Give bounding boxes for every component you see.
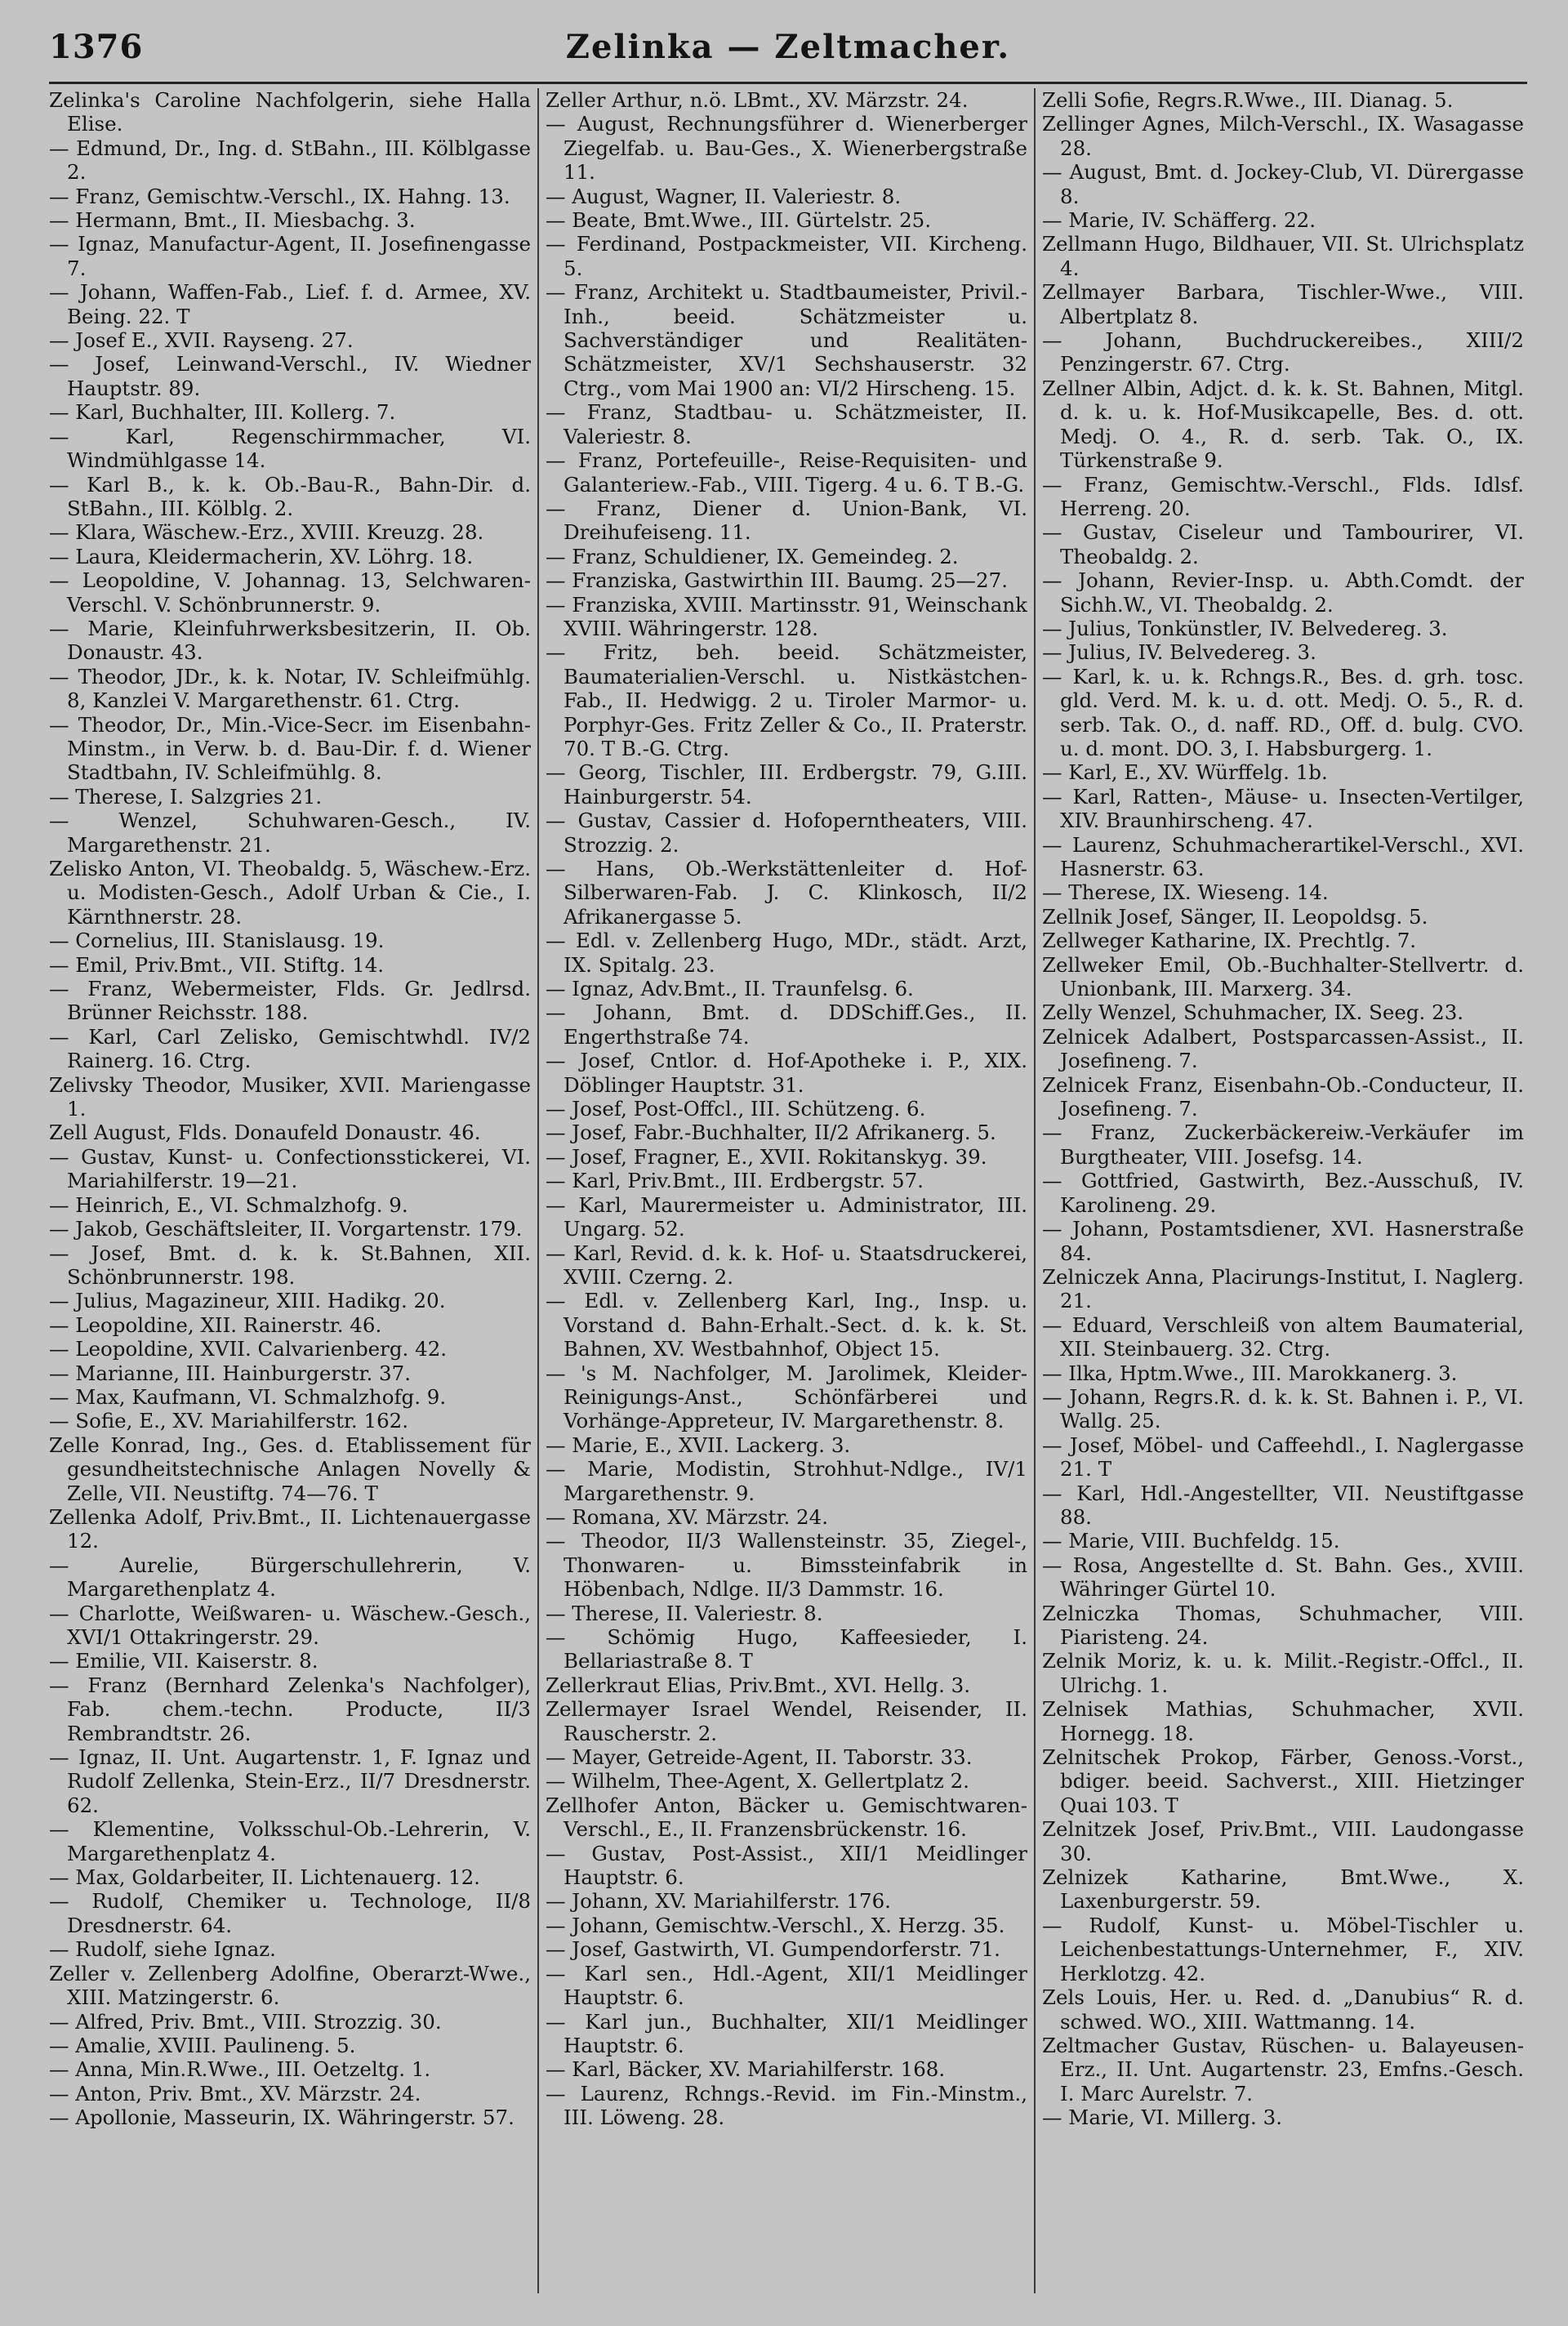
directory-entry: — Karl, Buchhalter, III. Kollerg. 7.	[49, 400, 396, 425]
directory-entry: — Josef, Post-Offcl., III. Schützeng. 6.	[546, 1097, 926, 1121]
directory-entry: Zellermayer Israel Wendel, Reisender, II. Rauscherstr. 2.	[546, 1697, 1027, 1745]
directory-entry: — Karl B., k. k. Ob.-Bau-R., Bahn-Dir. d. StBahn., III. Kölblg. 2.	[49, 472, 531, 520]
directory-entry: — Karl, Carl Zelisko, Gemischtwhdl. IV/2 Rainerg. 16. Ctrg.	[49, 1024, 531, 1073]
directory-entry: — Marianne, III. Hainburgerstr. 37.	[49, 1361, 412, 1385]
directory-entry: — Johann, Buchdruckereibes., XIII/2 Penzingerstr. 67. Ctrg.	[1042, 328, 1524, 377]
directory-entry: Zelisko Anton, VI. Theobaldg. 5, Wäschew.-Erz. u. Modisten-Gesch., Adolf Urban & Cie., I. Kärnthnerstr. 28.	[49, 857, 531, 929]
directory-entry: — Julius, IV. Belvedereg. 3.	[1042, 640, 1316, 665]
directory-entry: — Johann, Revier-Insp. u. Abth.Comdt. der Sichh.W., VI. Theobaldg. 2.	[1042, 568, 1524, 617]
directory-entry: Zelniczka Thomas, Schuhmacher, VIII. Piaristeng. 24.	[1042, 1601, 1524, 1649]
directory-entry: — Alfred, Priv. Bmt., VIII. Strozzig. 30.	[49, 2009, 442, 2034]
directory-entry: Zellweker Emil, Ob.-Buchhalter-Stellvertr. d. Unionbank, III. Marxerg. 34.	[1042, 952, 1524, 1001]
directory-entry: Zelli Sofie, Regrs.R.Wwe., III. Dianag. 5.	[1042, 88, 1454, 112]
directory-entry: Zellmann Hugo, Bildhauer, VII. St. Ulrichsplatz 4.	[1042, 232, 1524, 280]
directory-entry: — Gustav, Cassier d. Hofoperntheaters, VIII. Strozzig. 2.	[546, 809, 1027, 857]
directory-entry: — Therese, IX. Wieseng. 14.	[1042, 880, 1329, 905]
directory-entry: — Franz, Portefeuille-, Reise-Requisiten- und Galanteriew.-Fab., VIII. Tigerg. 4 u. 6. T B.-G.	[546, 448, 1027, 497]
directory-entry: — Karl sen., Hdl.-Agent, XII/1 Meidlinger Hauptstr. 6.	[546, 1961, 1027, 2010]
directory-entry: — Emilie, VII. Kaiserstr. 8.	[49, 1649, 318, 1673]
directory-entry: — Mayer, Getreide-Agent, II. Taborstr. 33.	[546, 1745, 973, 1770]
directory-entry: — Josef, Bmt. d. k. k. St.Bahnen, XII. Schönbrunnerstr. 198.	[49, 1241, 531, 1289]
directory-entry: — Karl, Bäcker, XV. Mariahilferstr. 168.	[546, 2057, 946, 2082]
directory-entry: — Marie, Kleinfuhrwerksbesitzerin, II. Ob. Donaustr. 43.	[49, 616, 531, 665]
directory-entry: — Anton, Priv. Bmt., XV. Märzstr. 24.	[49, 2081, 421, 2105]
directory-entry: — Marie, E., XVII. Lackerg. 3.	[546, 1433, 851, 1457]
page-title: Zelinka — Zeltmacher.	[565, 28, 1011, 66]
directory-entry: — Laura, Kleidermacherin, XV. Löhrg. 18.	[49, 544, 474, 568]
directory-entry: — Edl. v. Zellenberg Hugo, MDr., städt. Arzt, IX. Spitalg. 23.	[546, 929, 1027, 977]
directory-entry: — Karl, Regenschirmmacher, VI. Windmühlgasse 14.	[49, 424, 531, 473]
directory-entry: — Franziska, Gastwirthin III. Baumg. 25—27.	[546, 568, 1009, 593]
directory-entry: — Josef, Gastwirth, VI. Gumpendorferstr. 71.	[546, 1937, 1000, 1962]
column-divider	[537, 88, 539, 2293]
directory-entry: — Marie, VIII. Buchfeldg. 15.	[1042, 1529, 1340, 1553]
directory-entry: — Franz, Webermeister, Flds. Gr. Jedlrsd. Brünner Reichsstr. 188.	[49, 977, 531, 1025]
directory-entry: — Karl, E., XV. Würffelg. 1b.	[1042, 760, 1328, 785]
directory-entry: — Rudolf, Chemiker u. Technologe, II/8 Dresdnerstr. 64.	[49, 1889, 531, 1937]
column-divider	[1034, 88, 1036, 2293]
directory-entry: — Johann, Bmt. d. DDSchiff.Ges., II. Engerthstraße 74.	[546, 1000, 1027, 1049]
directory-entry: — Wilhelm, Thee-Agent, X. Gellertplatz 2.	[546, 1769, 969, 1794]
directory-entry: Zelivsky Theodor, Musiker, XVII. Mariengasse 1.	[49, 1072, 531, 1121]
directory-entry: — Franz, Gemischtw.-Verschl., IX. Hahng. 13.	[49, 184, 510, 208]
directory-entry: — Klementine, Volksschul-Ob.-Lehrerin, V. Margarethenplatz 4.	[49, 1817, 531, 1865]
directory-entry: Zeller v. Zellenberg Adolfine, Oberarzt-Wwe., XIII. Matzingerstr. 6.	[49, 1961, 531, 2010]
directory-entry: — Laurenz, Rchngs.-Revid. im Fin.-Minstm., III. Löweng. 28.	[546, 2081, 1027, 2130]
directory-entry: Zellenka Adolf, Priv.Bmt., II. Lichtenauergasse 12.	[49, 1504, 531, 1553]
column-3	[1042, 88, 1524, 2310]
directory-entry: — Sofie, E., XV. Mariahilferstr. 162.	[49, 1409, 409, 1433]
directory-entry: — Karl jun., Buchhalter, XII/1 Meidlinger Hauptstr. 6.	[546, 2009, 1027, 2057]
header-rule	[49, 82, 1527, 84]
directory-entry: — Gustav, Kunst- u. Confectionsstickerei, VI. Mariahilferstr. 19—21.	[49, 1144, 531, 1193]
directory-entry: — August, Rechnungsführer d. Wienerberger Ziegelfab. u. Bau-Ges., X. Wienerbergstraße 11.	[546, 112, 1027, 185]
directory-entry: — August, Wagner, II. Valeriestr. 8.	[546, 184, 902, 208]
directory-entry: — Edmund, Dr., Ing. d. StBahn., III. Kölblgasse 2.	[49, 136, 531, 185]
directory-entry: — Charlotte, Weißwaren- u. Wäschew.-Gesch., XVI/1 Ottakringerstr. 29.	[49, 1601, 531, 1649]
directory-entry: — Johann, Postamtsdiener, XVI. Hasnerstraße 84.	[1042, 1217, 1524, 1265]
directory-entry: — Max, Goldarbeiter, II. Lichtenauerg. 12.	[49, 1865, 480, 1890]
directory-entry: Zellmayer Barbara, Tischler-Wwe., VIII. Albertplatz 8.	[1042, 280, 1524, 328]
directory-entry: — Josef, Fragner, E., XVII. Rokitanskyg. 39.	[546, 1144, 987, 1169]
directory-entry: — Franz, Zuckerbäckereiw.-Verkäufer im Burgtheater, VIII. Josefsg. 14.	[1042, 1121, 1524, 1169]
column-1	[49, 88, 531, 2310]
directory-entry: — Johann, Waffen-Fab., Lief. f. d. Armee, XV. Being. 22. T	[49, 280, 531, 328]
directory-entry: — Franz, Diener d. Union-Bank, VI. Dreihufeiseng. 11.	[546, 496, 1027, 545]
directory-entry: — Karl, Maurermeister u. Administrator, III. Ungarg. 52.	[546, 1192, 1027, 1241]
directory-entry: — Ferdinand, Postpackmeister, VII. Kircheng. 5.	[546, 232, 1027, 280]
directory-entry: Zelnisek Mathias, Schuhmacher, XVII. Hornegg. 18.	[1042, 1697, 1524, 1745]
directory-entry: — Rudolf, siehe Ignaz.	[49, 1937, 276, 1962]
directory-entry: — Fritz, beh. beeid. Schätzmeister, Baumaterialien-Verschl. u. Nistkästchen-Fab., II. Hedwigg. 2 u. Tiroler Marmor- u. Porphyr-Ges. Fritz Zeller & Co., II. Praterstr. 70. T B.-G. Ctrg.	[546, 640, 1027, 760]
directory-entry: — Wenzel, Schuhwaren-Gesch., IV. Margarethenstr. 21.	[49, 809, 531, 857]
directory-entry: — Josef, Möbel- und Caffeehdl., I. Naglergasse 21. T	[1042, 1433, 1524, 1482]
directory-entry: — Theodor, II/3 Wallensteinstr. 35, Ziegel-, Thonwaren- u. Bimssteinfabrik in Höbenbach, Ndlge. II/3 Dammstr. 16.	[546, 1529, 1027, 1602]
directory-entry: — Rosa, Angestellte d. St. Bahn. Ges., XVIII. Währinger Gürtel 10.	[1042, 1553, 1524, 1602]
directory-entry: — Karl, k. u. k. Rchngs.R., Bes. d. grh. tosc. gld. Verd. M. k. u. d. ott. Medj. O. 5., R. d. serb. Tak. O., d. naff. RD., Off. d. bulg. CVO. u. d. mont. DO. 3, I. Habsburgerg. 1.	[1042, 664, 1524, 760]
directory-entry: — Cornelius, III. Stanislausg. 19.	[49, 929, 385, 953]
directory-entry: — Romana, XV. Märzstr. 24.	[546, 1504, 829, 1529]
directory-entry: — Ignaz, II. Unt. Augartenstr. 1, F. Ignaz und Rudolf Zellenka, Stein-Erz., II/7 Dresdnerstr. 62.	[49, 1745, 531, 1817]
directory-entry: — Edl. v. Zellenberg Karl, Ing., Insp. u. Vorstand d. Bahn-Erhalt.-Sect. d. k. k. St. Bahnen, XV. Westbahnhof, Object 15.	[546, 1289, 1027, 1361]
directory-entry: — Amalie, XVIII. Paulineng. 5.	[49, 2033, 356, 2057]
directory-entry: Zeltmacher Gustav, Rüschen- u. Balayeusen-Erz., II. Unt. Augartenstr. 23, Emfns.-Gesch. I. Marc Aurelstr. 7.	[1042, 2033, 1524, 2105]
directory-entry: — Leopoldine, XII. Rainerstr. 46.	[49, 1312, 382, 1337]
page-number: 1376	[49, 28, 144, 66]
page-header	[49, 28, 1527, 77]
directory-entry: Zellner Albin, Adjct. d. k. k. St. Bahnen, Mitgl. d. k. u. k. Hof-Musikcapelle, Bes. d. ott. Medj. O. 4., R. d. serb. Tak. O., IX. Türkenstraße 9.	[1042, 376, 1524, 473]
directory-entry: — Heinrich, E., VI. Schmalzhofg. 9.	[49, 1192, 408, 1217]
directory-entry: — Therese, I. Salzgries 21.	[49, 784, 323, 809]
directory-entry: Zelle Konrad, Ing., Ges. d. Etablissement für gesundheitstechnische Anlagen Novelly & Zelle, VII. Neustiftg. 74—76. T	[49, 1433, 531, 1505]
directory-entry: — Schömig Hugo, Kaffeesieder, I. Bellariastraße 8. T	[546, 1625, 1027, 1673]
directory-entry: — Theodor, JDr., k. k. Notar, IV. Schleifmühlg. 8, Kanzlei V. Margarethenstr. 61. Ctrg.	[49, 664, 531, 713]
directory-entry: — Franz, Stadtbau- u. Schätzmeister, II. Valeriestr. 8.	[546, 400, 1027, 448]
directory-entry: — Eduard, Verschleiß von altem Baumaterial, XII. Steinbauerg. 32. Ctrg.	[1042, 1312, 1524, 1361]
directory-entry: Zelly Wenzel, Schuhmacher, IX. Seeg. 23.	[1042, 1000, 1464, 1025]
directory-entry: — Ignaz, Adv.Bmt., II. Traunfelsg. 6.	[546, 977, 914, 1001]
column-2	[546, 88, 1027, 2310]
directory-entry: — Hermann, Bmt., II. Miesbachg. 3.	[49, 208, 416, 233]
directory-entry: — Klara, Wäschew.-Erz., XVIII. Kreuzg. 28.	[49, 520, 484, 545]
directory-entry: Zelnicek Franz, Eisenbahn-Ob.-Conducteur, II. Josefineng. 7.	[1042, 1072, 1524, 1121]
directory-entry: — Emil, Priv.Bmt., VII. Stiftg. 14.	[49, 952, 385, 977]
directory-entry: — Ignaz, Manufactur-Agent, II. Josefinengasse 7.	[49, 232, 531, 280]
directory-entry: Zeller Arthur, n.ö. LBmt., XV. Märzstr. 24.	[546, 88, 969, 112]
directory-entry: — August, Bmt. d. Jockey-Club, VI. Dürergasse 8.	[1042, 160, 1524, 208]
directory-entry: — Johann, Gemischtw.-Verschl., X. Herzg. 35.	[546, 1913, 1005, 1937]
directory-entry: — Franziska, XVIII. Martinsstr. 91, Weinschank XVIII. Währingerstr. 128.	[546, 592, 1027, 640]
directory-entry: — Gustav, Post-Assist., XII/1 Meidlinger Hauptstr. 6.	[546, 1841, 1027, 1890]
directory-entry: — Aurelie, Bürgerschullehrerin, V. Margarethenplatz 4.	[49, 1553, 531, 1602]
directory-entry: Zellerkraut Elias, Priv.Bmt., XVI. Hellg. 3.	[546, 1673, 971, 1697]
directory-entry: — Anna, Min.R.Wwe., III. Oetzeltg. 1.	[49, 2057, 431, 2082]
directory-entry: Zelnicek Adalbert, Postsparcassen-Assist., II. Josefineng. 7.	[1042, 1024, 1524, 1073]
directory-entry: — Karl, Ratten-, Mäuse- u. Insecten-Vertilger, XIV. Braunhirscheng. 47.	[1042, 784, 1524, 833]
directory-entry: — Therese, II. Valeriestr. 8.	[546, 1601, 823, 1625]
directory-entry: Zellnik Josef, Sänger, II. Leopoldsg. 5.	[1042, 904, 1428, 929]
directory-entry: — Gottfried, Gastwirth, Bez.-Ausschuß, IV. Karolineng. 29.	[1042, 1169, 1524, 1217]
directory-entry: — Beate, Bmt.Wwe., III. Gürtelstr. 25.	[546, 208, 932, 233]
directory-entry: — Johann, Regrs.R. d. k. k. St. Bahnen i. P., VI. Wallg. 25.	[1042, 1384, 1524, 1433]
directory-entry: — Karl, Hdl.-Angestellter, VII. Neustiftgasse 88.	[1042, 1481, 1524, 1529]
directory-entry: — Max, Kaufmann, VI. Schmalzhofg. 9.	[49, 1384, 447, 1409]
directory-entry: Zelnitschek Prokop, Färber, Genoss.-Vorst., bdiger. beeid. Sachverst., XIII. Hietzinger Quai 103. T	[1042, 1745, 1524, 1817]
directory-entry: — Gustav, Ciseleur und Tambourirer, VI. Theobaldg. 2.	[1042, 520, 1524, 568]
directory-entry: — Franz, Schuldiener, IX. Gemeindeg. 2.	[546, 544, 959, 568]
directory-entry: Zelinka's Caroline Nachfolgerin, siehe Halla Elise.	[49, 88, 531, 136]
directory-entry: — Julius, Tonkünstler, IV. Belvedereg. 3.	[1042, 616, 1448, 640]
directory-entry: — Josef, Leinwand-Verschl., IV. Wiedner Hauptstr. 89.	[49, 352, 531, 400]
directory-entry: — Marie, VI. Millerg. 3.	[1042, 2105, 1282, 2130]
directory-entry: Zelnitzek Josef, Priv.Bmt., VIII. Laudongasse 30.	[1042, 1817, 1524, 1865]
directory-entry: Zelnik Moriz, k. u. k. Milit.-Registr.-Offcl., II. Ulrichg. 1.	[1042, 1649, 1524, 1697]
directory-entry: — Josef, Fabr.-Buchhalter, II/2 Afrikanerg. 5.	[546, 1121, 996, 1145]
directory-entry: Zelnizek Katharine, Bmt.Wwe., X. Laxenburgerstr. 59.	[1042, 1865, 1524, 1914]
directory-entry: — Jakob, Geschäftsleiter, II. Vorgartenstr. 179.	[49, 1217, 523, 1241]
directory-entry: — Johann, XV. Mariahilferstr. 176.	[546, 1889, 891, 1914]
directory-entry: — Marie, IV. Schäfferg. 22.	[1042, 208, 1316, 233]
directory-entry: Zellinger Agnes, Milch-Verschl., IX. Wasagasse 28.	[1042, 112, 1524, 160]
directory-entry: — Theodor, Dr., Min.-Vice-Secr. im Eisenbahn-Minstm., in Verw. b. d. Bau-Dir. f. d. Wiener Stadtbahn, IV. Schleifmühlg. 8.	[49, 712, 531, 785]
directory-entry: — Ilka, Hptm.Wwe., III. Marokkanerg. 3.	[1042, 1361, 1458, 1385]
directory-entry: Zell August, Flds. Donaufeld Donaustr. 46.	[49, 1121, 481, 1145]
directory-entry: — Julius, Magazineur, XIII. Hadikg. 20.	[49, 1289, 446, 1313]
directory-entry: — Leopoldine, XVII. Calvarienberg. 42.	[49, 1337, 448, 1361]
directory-entry: — Marie, Modistin, Strohhut-Ndlge., IV/1 Margarethenstr. 9.	[546, 1457, 1027, 1505]
directory-entry: Zels Louis, Her. u. Red. d. „Danubius“ R. d. schwed. WO., XIII. Wattmanng. 14.	[1042, 1985, 1524, 2034]
directory-entry: — Franz (Bernhard Zelenka's Nachfolger), Fab. chem.-techn. Producte, II/3 Rembrandtstr. 26.	[49, 1673, 531, 1745]
directory-entry: — Laurenz, Schuhmacherartikel-Verschl., XVI. Hasnerstr. 63.	[1042, 832, 1524, 880]
directory-entry: — Karl, Priv.Bmt., III. Erdbergstr. 57.	[546, 1169, 924, 1193]
directory-entry: — Apollonie, Masseurin, IX. Währingerstr. 57.	[49, 2105, 514, 2130]
directory-entry: — Hans, Ob.-Werkstättenleiter d. Hof-Silberwaren-Fab. J. C. Klinkosch, II/2 Afrikanergasse 5.	[546, 857, 1027, 929]
directory-entry: — Franz, Gemischtw.-Verschl., Flds. Idlsf. Herreng. 20.	[1042, 472, 1524, 520]
directory-entry: — Josef, Cntlor. d. Hof-Apotheke i. P., XIX. Döblinger Hauptstr. 31.	[546, 1049, 1027, 1097]
directory-entry: — Franz, Architekt u. Stadtbaumeister, Privil.-Inh., beeid. Schätzmeister u. Sachverständiger und Realitäten-Schätzmeister, XV/1 Sechshauserstr. 32 Ctrg., vom Mai 1900 an: VI/2 Hirscheng. 15.	[546, 280, 1027, 400]
directory-entry: Zelniczek Anna, Placirungs-Institut, I. Naglerg. 21.	[1042, 1264, 1524, 1313]
directory-entry: — Georg, Tischler, III. Erdbergstr. 79, G.III. Hainburgerstr. 54.	[546, 760, 1027, 809]
directory-entry: — 's M. Nachfolger, M. Jarolimek, Kleider-Reinigungs-Anst., Schönfärberei und Vorhänge-Appreteur, IV. Margarethenstr. 8.	[546, 1361, 1027, 1433]
directory-entry: — Rudolf, Kunst- u. Möbel-Tischler u. Leichenbestattungs-Unternehmer, F., XIV. Herklotzg. 42.	[1042, 1913, 1524, 1985]
directory-entry: Zellhofer Anton, Bäcker u. Gemischtwaren-Verschl., E., II. Franzensbrückenstr. 16.	[546, 1793, 1027, 1842]
directory-entry: — Josef E., XVII. Rayseng. 27.	[49, 328, 354, 353]
directory-entry: — Leopoldine, V. Johannag. 13, Selchwaren-Verschl. V. Schönbrunnerstr. 9.	[49, 568, 531, 617]
directory-entry: — Karl, Revid. d. k. k. Hof- u. Staatsdruckerei, XVIII. Czerng. 2.	[546, 1241, 1027, 1289]
directory-entry: Zellweger Katharine, IX. Prechtlg. 7.	[1042, 929, 1417, 953]
